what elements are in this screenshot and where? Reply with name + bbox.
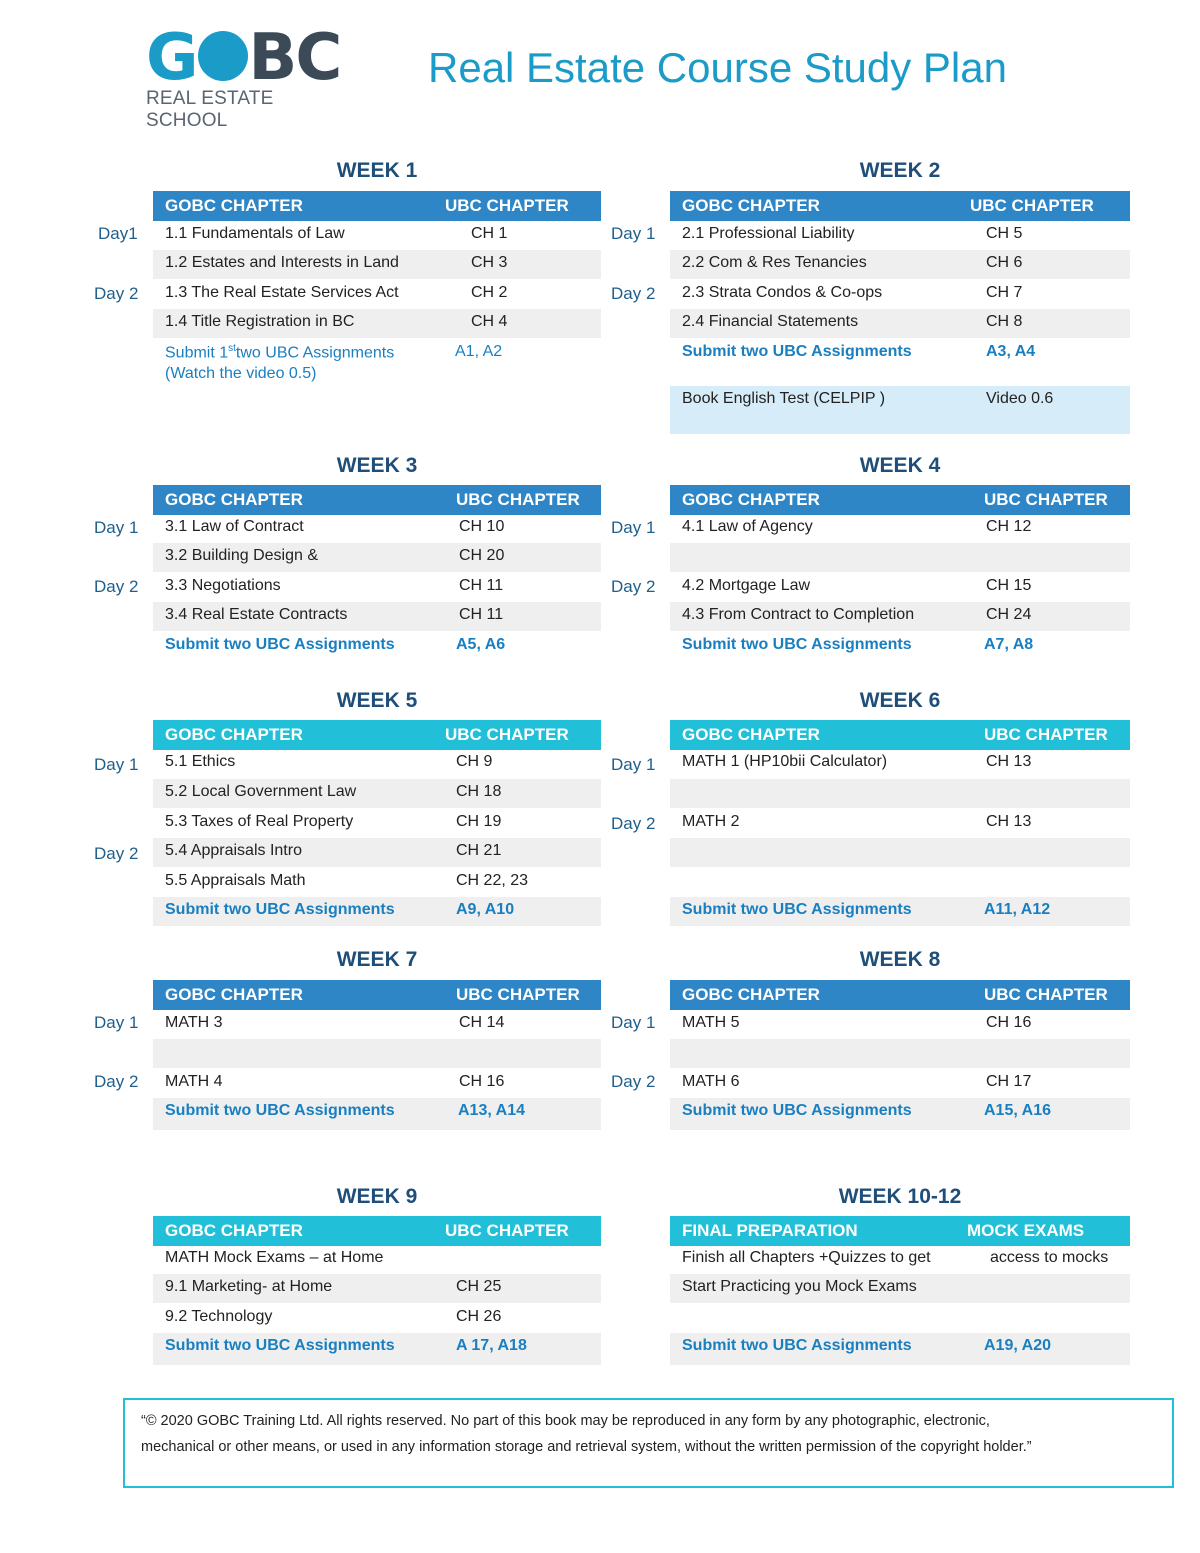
table-row [670, 1304, 1130, 1333]
page-title: Real Estate Course Study Plan [428, 44, 1007, 91]
week-title: WEEK 3 [336, 454, 418, 477]
table-header: FINAL PREPARATION MOCK EXAMS [670, 1216, 1130, 1246]
table-row: Finish all Chapters +Quizzes to get access to mocks [682, 1249, 1109, 1266]
logo-mark: G BC [146, 21, 341, 95]
table-row: 1.2 Estates and Interests in Land CH 3 [153, 250, 601, 279]
table-row: 5.1 Ethics CH 9 [165, 753, 493, 770]
table-row: 1.3 The Real Estate Services Act CH 2 [165, 284, 508, 301]
table-header: GOBC CHAPTER UBC CHAPTER [153, 980, 601, 1010]
week-title: WEEK 1 [336, 159, 418, 182]
submit-row: Submit 1sttwo UBC Assignments (Watch the video 0.5) A1, A2 [165, 343, 503, 382]
day-label: Day 2 [611, 577, 656, 596]
day-label: Day 2 [94, 577, 139, 596]
day-label: Day 1 [611, 755, 656, 774]
day-label: Day 1 [611, 518, 656, 537]
table-row [670, 838, 1130, 867]
week-title: WEEK 4 [859, 454, 941, 477]
table-header: GOBC CHAPTER UBC CHAPTER [153, 720, 601, 750]
table-row: MATH 4 CH 16 [165, 1073, 505, 1090]
copyright-line: mechanical or other means, or used in any information storage and retrieval system, without the written permission of the copyright holder.” [141, 1439, 1032, 1455]
week-title: WEEK 8 [859, 948, 941, 971]
table-row: 1.1 Fundamentals of Law CH 1 [165, 225, 508, 242]
week-title: WEEK 5 [336, 689, 418, 712]
table-row: 2.2 Com & Res Tenancies CH 6 [670, 250, 1130, 279]
submit-row: Submit two UBC Assignments A7, A8 [682, 636, 1034, 653]
day-label: Day1 [98, 224, 138, 243]
day-label: Day 1 [94, 518, 139, 537]
copyright-line: “© 2020 GOBC Training Ltd. All rights reserved. No part of this book may be reproduced in any form by any photographic, electronic, [141, 1413, 990, 1429]
globe-icon [198, 31, 248, 81]
table-row: MATH 2 CH 13 [682, 813, 1032, 830]
table-row: 4.3 From Contract to Completion CH 24 [670, 602, 1130, 631]
week-title: WEEK 6 [859, 689, 941, 712]
table-row: MATH 1 (HP10bii Calculator) CH 13 [682, 753, 1032, 770]
day-label: Day 1 [611, 224, 656, 243]
table-row: MATH 3 CH 14 [165, 1014, 505, 1031]
table-row: MATH 5 CH 16 [682, 1014, 1032, 1031]
table-row: MATH Mock Exams – at Home [165, 1249, 384, 1266]
table-row: 1.4 Title Registration in BC CH 4 [153, 309, 601, 338]
week-title: WEEK 2 [859, 159, 941, 182]
day-label: Day 2 [94, 284, 139, 303]
week-title: WEEK 10-12 [838, 1185, 962, 1208]
table-row: Start Practicing you Mock Exams [670, 1274, 1130, 1303]
table-row: 5.4 Appraisals Intro CH 21 [153, 838, 601, 867]
table-row: 5.2 Local Government Law CH 18 [153, 779, 601, 808]
submit-row: Submit two UBC Assignments A11, A12 [670, 897, 1130, 926]
table-row: 9.1 Marketing- at Home CH 25 [153, 1274, 601, 1303]
table-header: GOBC CHAPTER UBC CHAPTER [153, 1216, 601, 1246]
table-header: GOBC CHAPTER UBC CHAPTER [153, 191, 601, 221]
table-row [153, 1039, 601, 1068]
day-label: Day 2 [94, 1072, 139, 1091]
table-row [670, 543, 1130, 572]
table-row [670, 868, 1130, 897]
table-header: GOBC CHAPTER UBC CHAPTER [670, 485, 1130, 515]
table-row: MATH 6 CH 17 [682, 1073, 1032, 1090]
logo-subtitle: REAL ESTATE SCHOOL [146, 88, 274, 131]
table-row: 3.3 Negotiations CH 11 [165, 577, 504, 594]
day-label: Day 1 [94, 755, 139, 774]
table-row: 3.2 Building Design & CH 20 [153, 543, 601, 572]
table-row: 5.5 Appraisals Math CH 22, 23 [165, 872, 529, 889]
table-row: 2.4 Financial Statements CH 8 [670, 309, 1130, 338]
submit-row: Submit two UBC Assignments A19, A20 [670, 1333, 1130, 1365]
submit-row: Submit two UBC Assignments A5, A6 [165, 636, 506, 653]
submit-row: Submit two UBC Assignments A3, A4 [682, 343, 1036, 360]
week-title: WEEK 9 [336, 1185, 418, 1208]
table-header: GOBC CHAPTER UBC CHAPTER [670, 191, 1130, 221]
table-row: 3.1 Law of Contract CH 10 [165, 518, 505, 535]
gobc-logo [146, 21, 356, 131]
table-header: GOBC CHAPTER UBC CHAPTER [153, 485, 601, 515]
table-row: 3.4 Real Estate Contracts CH 11 [153, 602, 601, 631]
table-row: 4.2 Mortgage Law CH 15 [682, 577, 1032, 594]
day-label: Day 1 [94, 1013, 139, 1032]
celpip-row: Book English Test (CELPIP ) Video 0.6 [670, 386, 1130, 434]
table-header: GOBC CHAPTER UBC CHAPTER [670, 720, 1130, 750]
submit-row: Submit two UBC Assignments A 17, A18 [153, 1333, 601, 1365]
day-label: Day 2 [611, 1072, 656, 1091]
day-label: Day 1 [611, 1013, 656, 1032]
day-label: Day 2 [94, 844, 139, 863]
table-row: 4.1 Law of Agency CH 12 [682, 518, 1032, 535]
table-row: 9.2 Technology CH 26 [165, 1308, 502, 1325]
submit-row: Submit two UBC Assignments A13, A14 [153, 1098, 601, 1130]
copyright-notice [123, 1398, 1174, 1488]
submit-row: Submit two UBC Assignments A9, A10 [153, 897, 601, 926]
day-label: Day 2 [611, 284, 656, 303]
table-row [670, 779, 1130, 808]
table-row [670, 1039, 1130, 1068]
submit-row: Submit two UBC Assignments A15, A16 [670, 1098, 1130, 1130]
table-row: 2.3 Strata Condos & Co-ops CH 7 [682, 284, 1023, 301]
table-row: 5.3 Taxes of Real Property CH 19 [165, 813, 502, 830]
table-header: GOBC CHAPTER UBC CHAPTER [670, 980, 1130, 1010]
week-title: WEEK 7 [336, 948, 418, 971]
day-label: Day 2 [611, 814, 656, 833]
table-row: 2.1 Professional Liability CH 5 [682, 225, 1023, 242]
